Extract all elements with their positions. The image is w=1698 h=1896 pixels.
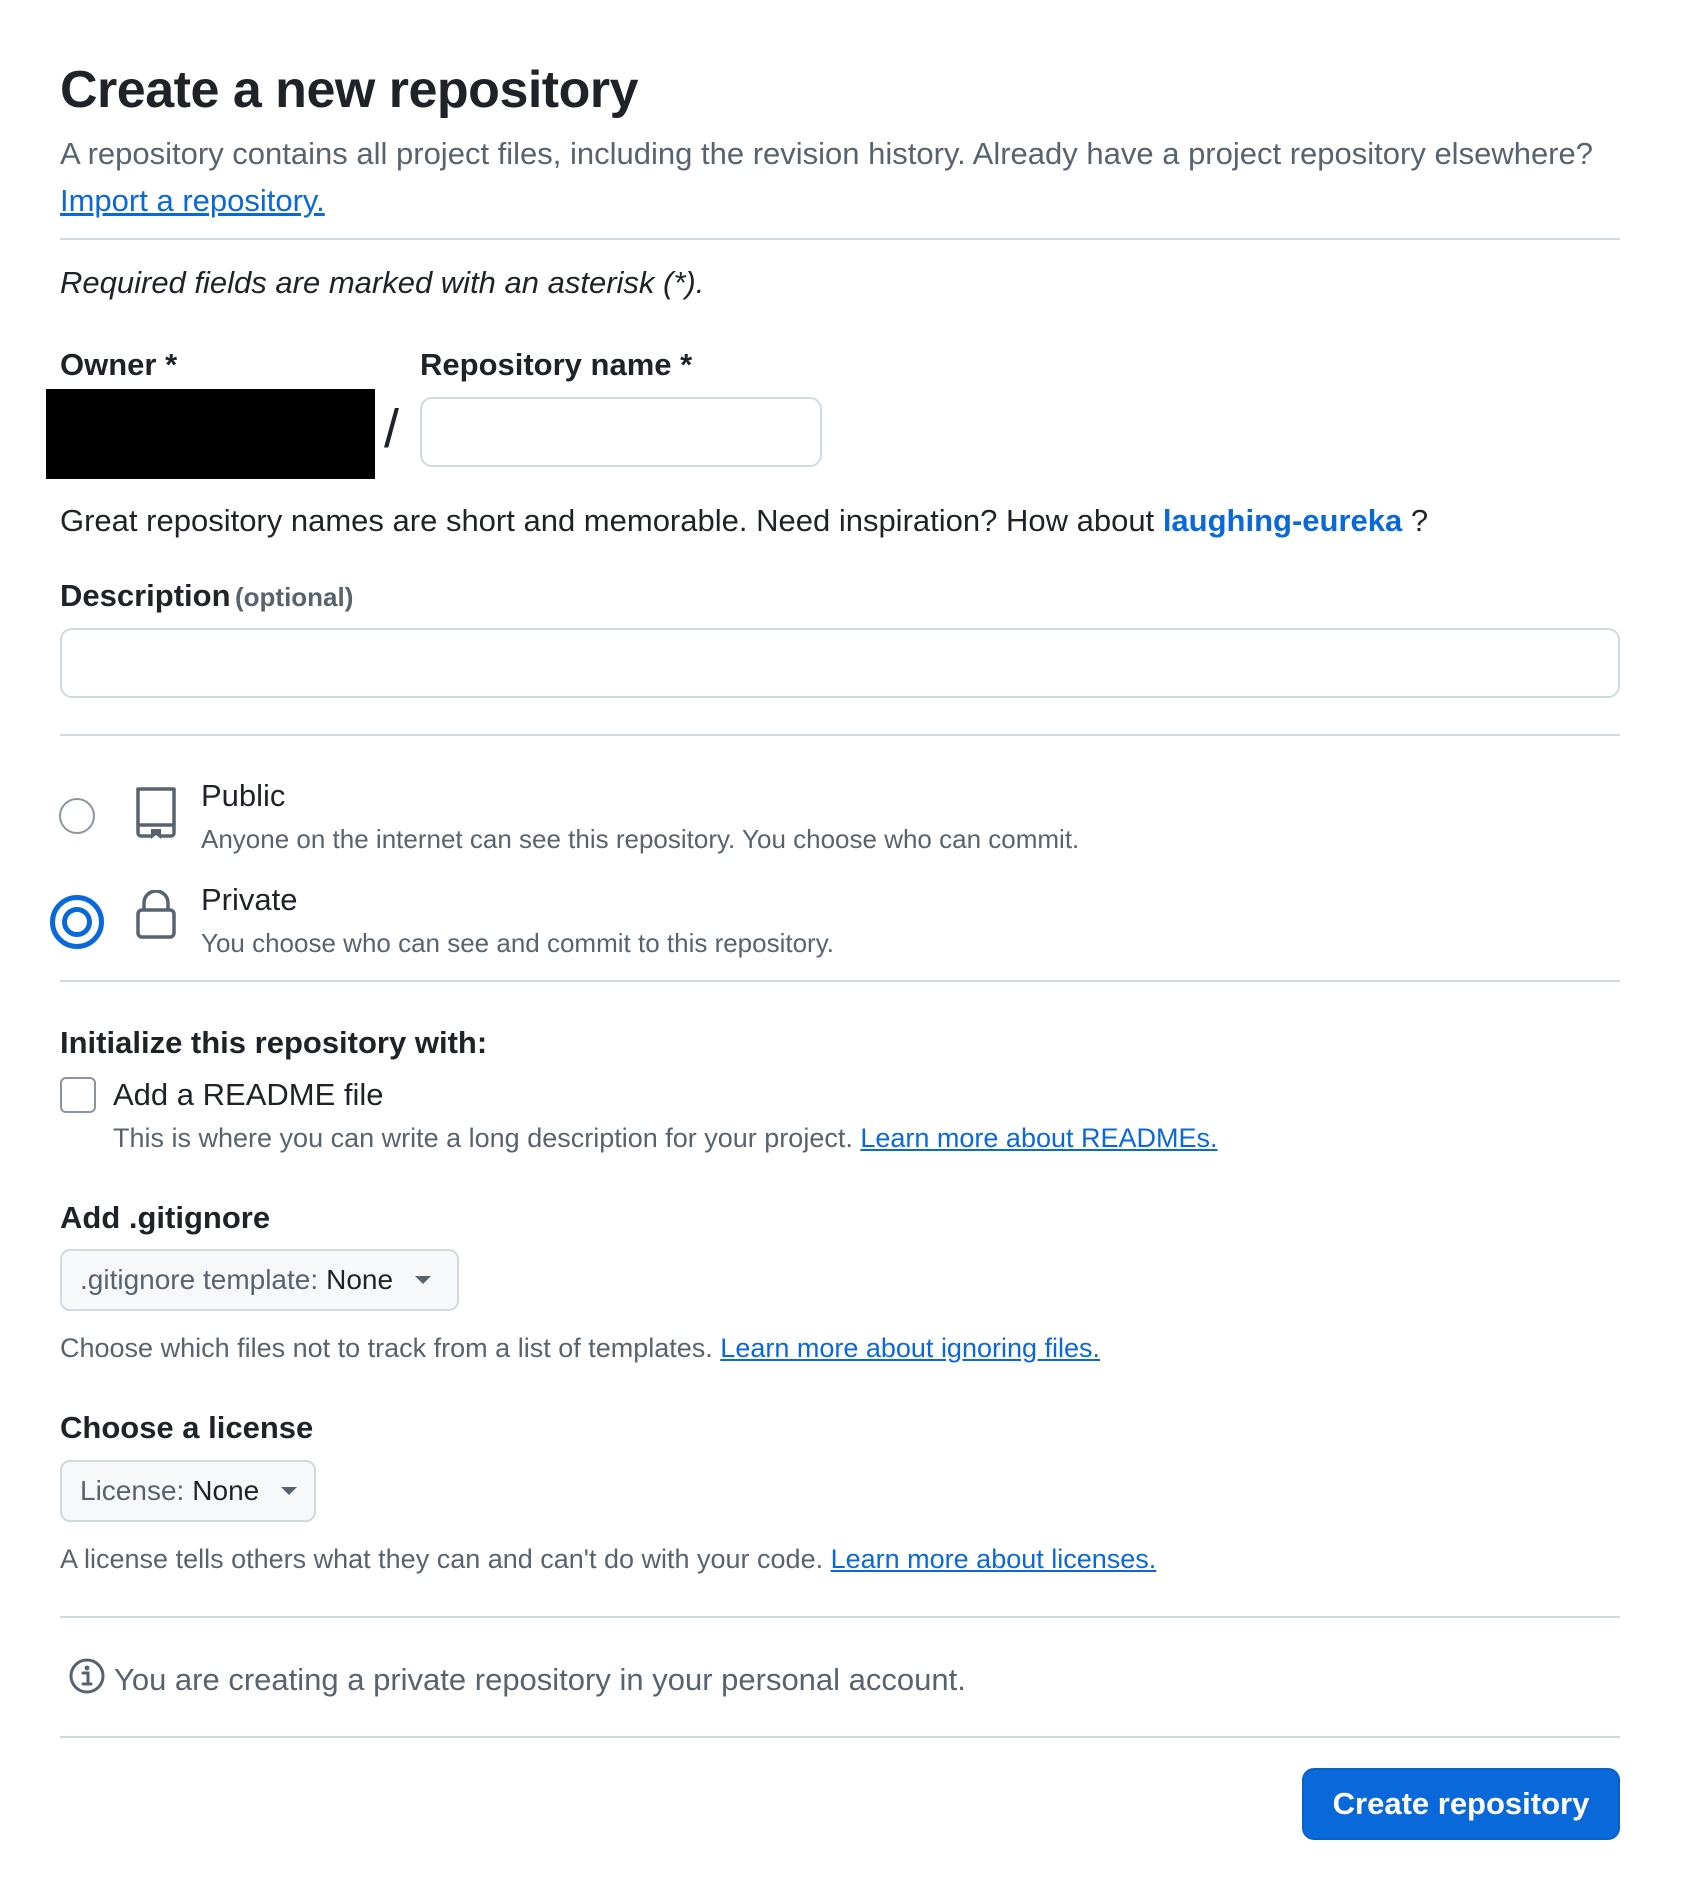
divider	[60, 1616, 1620, 1618]
private-option-desc: You choose who can see and commit to this repository.	[201, 928, 835, 958]
import-repository-link[interactable]: Import a repository.	[60, 183, 325, 218]
owner-select-redacted[interactable]	[46, 389, 375, 479]
info-icon	[68, 1657, 106, 1703]
caret-down-icon	[281, 1487, 297, 1495]
name-hint-suffix: ?	[1410, 503, 1429, 538]
private-radio[interactable]	[50, 895, 104, 949]
license-description	[60, 1544, 1156, 1575]
license-select-prefix: License:	[80, 1475, 185, 1506]
gitignore-desc-text: Choose which files not to track from a list of templates.	[60, 1333, 713, 1363]
name-suggestion-link[interactable]: laughing-eureka	[1162, 503, 1403, 538]
private-option-title: Private	[201, 882, 298, 917]
divider	[60, 1736, 1620, 1738]
license-desc-text: A license tells others what they can and can't do with your code.	[60, 1544, 824, 1574]
description-label: Description	[60, 578, 231, 613]
readme-learn-more-link[interactable]: Learn more about READMEs.	[860, 1123, 1218, 1153]
public-option-title: Public	[201, 778, 286, 813]
owner-repo-separator: /	[384, 399, 400, 459]
gitignore-select-prefix: .gitignore template:	[80, 1264, 319, 1295]
gitignore-select-value: None	[326, 1264, 394, 1295]
name-hint	[60, 503, 1428, 539]
radio-selected-dot	[62, 907, 92, 937]
gitignore-description	[60, 1333, 1100, 1364]
gitignore-template-select[interactable]	[60, 1249, 459, 1311]
license-learn-more-link[interactable]: Learn more about licenses.	[830, 1544, 1157, 1574]
repo-icon	[134, 785, 178, 844]
license-select[interactable]	[60, 1460, 316, 1522]
info-note	[68, 1657, 966, 1703]
subtitle-text: A repository contains all project files, including the revision history. Already have a project repository elsewhere?	[60, 136, 1593, 171]
repository-name-input[interactable]	[420, 397, 822, 467]
divider	[60, 238, 1620, 240]
description-label-row	[60, 578, 353, 614]
info-note-text: You are creating a private repository in your personal account.	[114, 1662, 966, 1697]
license-heading: Choose a license	[60, 1410, 314, 1445]
page-title: Create a new repository	[60, 61, 639, 119]
repository-name-label: Repository name *	[420, 347, 693, 382]
initialize-heading: Initialize this repository with:	[60, 1025, 488, 1060]
readme-label[interactable]: Add a README file	[113, 1077, 384, 1112]
gitignore-learn-more-link[interactable]: Learn more about ignoring files.	[720, 1333, 1101, 1363]
create-repository-button[interactable]: Create repository	[1302, 1768, 1620, 1840]
public-radio[interactable]	[59, 798, 95, 834]
readme-description	[113, 1123, 1218, 1154]
page-subtitle	[60, 130, 1620, 224]
description-input[interactable]	[60, 628, 1620, 698]
description-optional: (optional)	[234, 582, 354, 612]
owner-label: Owner *	[60, 347, 178, 382]
lock-icon	[134, 890, 178, 945]
readme-checkbox[interactable]	[60, 1077, 96, 1113]
required-fields-note: Required fields are marked with an asterisk (*).	[60, 265, 705, 300]
divider	[60, 980, 1620, 982]
public-option-desc: Anyone on the internet can see this repository. You choose who can commit.	[201, 824, 1080, 854]
gitignore-heading: Add .gitignore	[60, 1200, 271, 1235]
license-select-value: None	[192, 1475, 260, 1506]
readme-desc-text: This is where you can write a long description for your project.	[113, 1123, 853, 1153]
divider	[60, 734, 1620, 736]
name-hint-text: Great repository names are short and memorable. Need inspiration? How about	[60, 503, 1155, 538]
caret-down-icon	[415, 1276, 431, 1284]
